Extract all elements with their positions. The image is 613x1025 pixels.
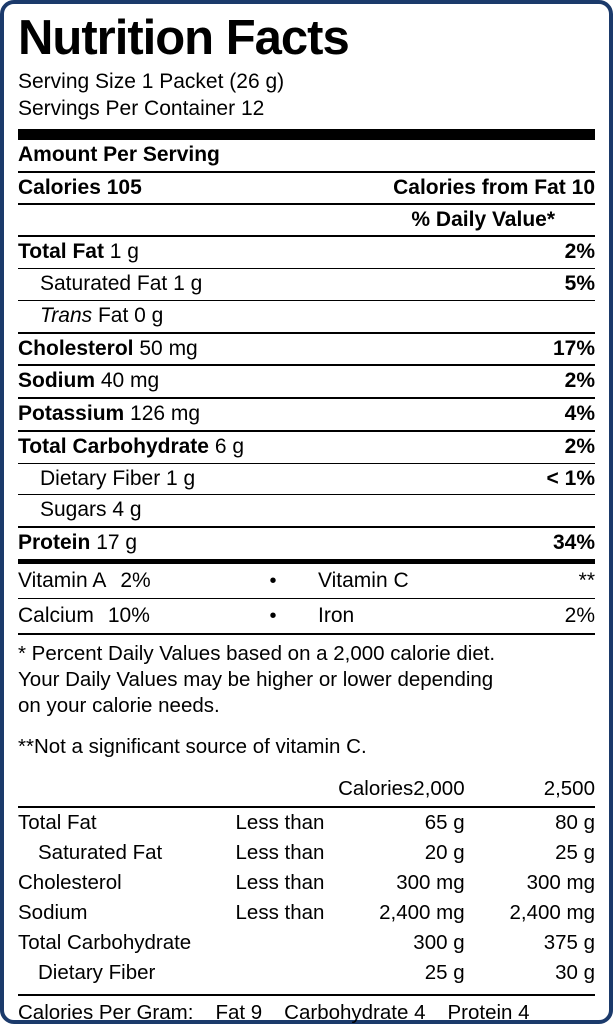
table-header-2500: 2,500 [543, 776, 595, 800]
table-cell-item: Saturated Fat [38, 840, 163, 864]
nutrient-name: Total Fat [18, 240, 104, 264]
nutrient-name: Potassium [18, 402, 125, 426]
calories-per-gram-carbohydrate: Carbohydrate 4 [284, 1000, 426, 1024]
table-cell-item: Cholesterol [18, 870, 122, 894]
vitamin-name: Iron [318, 603, 355, 627]
table-cell-lessthan [236, 958, 339, 988]
table-cell-item: Total Carbohydrate [18, 930, 192, 954]
vitamin-value: 10% [107, 603, 150, 627]
vitamin-row [18, 564, 595, 598]
nutrient-row [18, 366, 595, 397]
table-header-calories: Calories [338, 776, 414, 800]
table-cell-lessthan: Less than [235, 840, 325, 864]
table-cell-2000: 300 g [413, 930, 465, 954]
table-row [18, 928, 595, 958]
nutrient-amount: 4 g [112, 498, 142, 522]
vitamin-row [18, 599, 595, 633]
daily-values-table [18, 774, 595, 988]
table-cell-2000: 20 g [424, 840, 465, 864]
calories-per-gram-protein: Protein 4 [447, 1000, 530, 1024]
vitamin-value: 2% [564, 603, 595, 627]
serving-size: Serving Size 1 Packet (26 g) [18, 69, 285, 93]
nutrient-amount: 126 mg [130, 402, 201, 426]
nutrient-row [18, 464, 595, 495]
table-header-lessthan [236, 774, 339, 807]
table-cell-item: Dietary Fiber [38, 960, 156, 984]
nutrient-row [18, 528, 595, 559]
nutrient-amount: 40 mg [100, 369, 160, 393]
vitamin-value: ** [578, 568, 595, 592]
table-row [18, 868, 595, 898]
calories-row [18, 173, 595, 204]
calories-per-gram-label: Calories Per Gram: [18, 1000, 194, 1024]
table-cell-2500: 300 mg [526, 870, 595, 894]
bullet-icon: • [269, 569, 277, 592]
vitamin-name: Vitamin A [18, 568, 107, 592]
nutrient-amount: 50 mg [139, 336, 198, 360]
table-cell-2000: 25 g [424, 960, 465, 984]
nutrient-dv: 34% [552, 531, 595, 555]
table-cell-lessthan [236, 928, 339, 958]
nutrient-amount: 1 g [166, 466, 196, 490]
nutrient-amount: Fat 0 g [97, 303, 164, 327]
vitamin-name: Vitamin C [318, 568, 409, 592]
table-cell-2500: 25 g [555, 840, 595, 864]
nutrient-name: Saturated Fat [40, 272, 168, 296]
vitamin-value: 2% [120, 568, 151, 592]
table-row [18, 838, 595, 868]
table-cell-2500: 2,400 mg [509, 900, 595, 924]
nutrient-amount: 6 g [214, 434, 245, 458]
footnote-line: **Not a significant source of vitamin C. [18, 734, 367, 758]
nutrient-row [18, 269, 595, 300]
divider-thick [18, 129, 595, 140]
calories-per-gram-row [18, 996, 595, 1025]
table-header-row [18, 774, 595, 807]
table-cell-lessthan: Less than [235, 870, 325, 894]
nutrient-row [18, 432, 595, 463]
table-cell-lessthan: Less than [235, 810, 325, 834]
servings-per-container: Servings Per Container 12 [18, 97, 265, 121]
table-cell-lessthan: Less than [235, 900, 325, 924]
table-cell-2000: 300 mg [396, 870, 465, 894]
nutrient-row [18, 495, 595, 526]
nutrition-facts-inner [18, 11, 595, 1024]
table-cell-item: Total Fat [18, 810, 97, 834]
daily-value-header: % Daily Value* [411, 208, 555, 232]
nutrient-name: Trans [40, 303, 93, 327]
calories-per-gram-fat: Fat 9 [215, 1000, 263, 1024]
nutrient-name: Dietary Fiber [40, 466, 161, 490]
nutrient-dv: < 1% [546, 466, 595, 490]
nutrient-dv: 2% [564, 369, 595, 393]
nutrient-name: Sugars [40, 498, 107, 522]
table-header-2000: 2,000 [413, 776, 465, 800]
nutrient-dv: 17% [552, 336, 595, 360]
table-cell-2000: 65 g [424, 810, 465, 834]
page-title: Nutrition Facts [18, 11, 349, 65]
table-row [18, 808, 595, 838]
amount-per-serving: Amount Per Serving [18, 142, 220, 166]
nutrient-amount: 17 g [96, 531, 138, 555]
table-row [18, 958, 595, 988]
footnote-block [18, 635, 595, 760]
table-cell-2500: 30 g [555, 960, 595, 984]
nutrient-dv: 4% [564, 402, 595, 426]
nutrient-row [18, 301, 595, 332]
daily-value-header-row [18, 205, 595, 235]
table-cell-2000: 2,400 mg [379, 900, 465, 924]
bullet-icon: • [269, 604, 277, 627]
nutrient-name: Sodium [18, 369, 95, 393]
footnote-line: on your calorie needs. [18, 694, 220, 718]
table-cell-item: Sodium [18, 900, 88, 924]
nutrient-name: Total Carbohydrate [18, 434, 209, 458]
table-cell-2500: 375 g [543, 930, 595, 954]
footnote-line: * Percent Daily Values based on a 2,000 calorie diet. [18, 641, 496, 665]
nutrient-dv: 5% [564, 272, 595, 296]
nutrient-dv: 2% [564, 434, 595, 458]
table-header-item [18, 774, 236, 807]
calories-from-fat: Calories from Fat 10 [393, 175, 595, 199]
nutrient-row [18, 399, 595, 430]
nutrient-name: Cholesterol [18, 336, 134, 360]
calories-label: Calories 105 [18, 175, 142, 199]
nutrient-name: Protein [18, 531, 91, 555]
nutrient-amount: 1 g [109, 240, 139, 264]
nutrient-row [18, 334, 595, 365]
nutrient-amount: 1 g [173, 272, 203, 296]
footnote-line: Your Daily Values may be higher or lower depending [18, 668, 494, 692]
nutrient-row [18, 237, 595, 268]
nutrient-dv: 2% [564, 240, 595, 264]
table-row [18, 898, 595, 928]
table-cell-2500: 80 g [555, 810, 595, 834]
vitamin-name: Calcium [18, 603, 94, 627]
